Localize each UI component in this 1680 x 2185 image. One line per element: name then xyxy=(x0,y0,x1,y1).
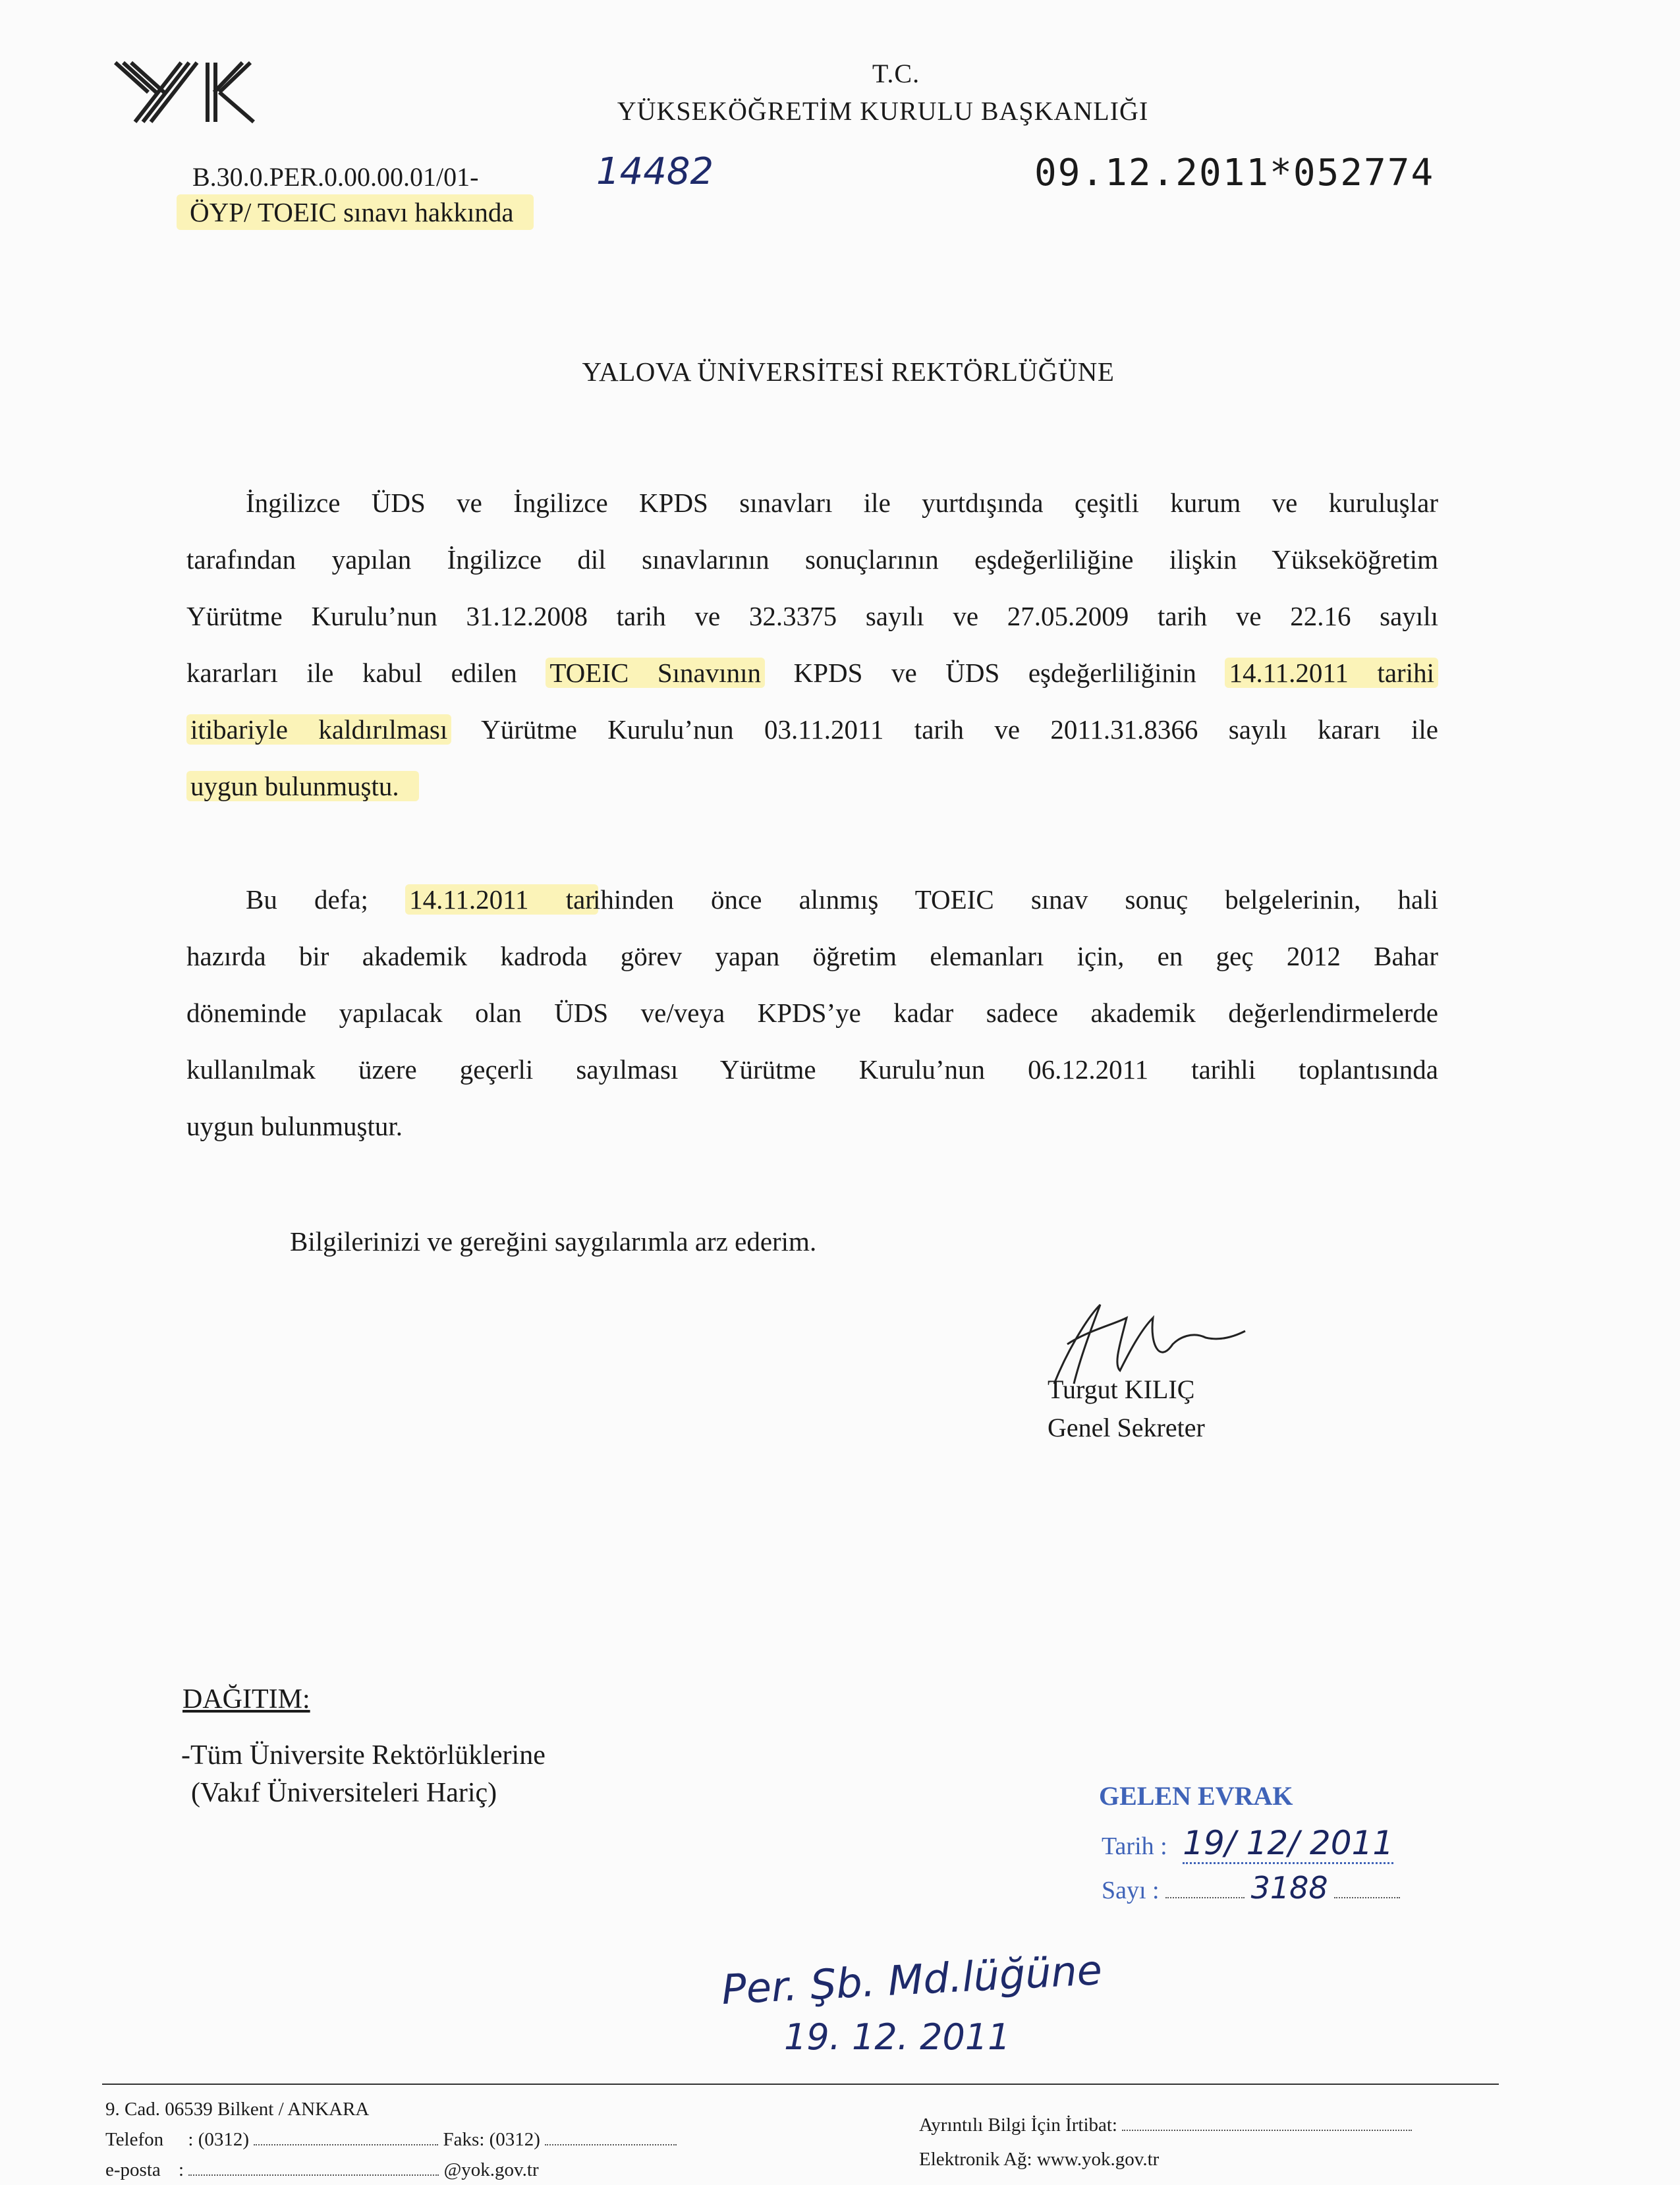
handwritten-note-line-2: 19. 12. 2011 xyxy=(784,2016,1011,2058)
incoming-stamp-date-label: Tarih : xyxy=(1102,1832,1167,1860)
p1-line-2: tarafından yapılan İngilizce dil sınavlarının sonuçlarının eşdeğerliliğine ilişkin Yükseköğretim xyxy=(186,544,1438,575)
p1-line-5 xyxy=(186,701,1438,758)
p2-line-1-c: ihinden önce alınmış TOEIC sınav sonuç belgelerinin, hali xyxy=(592,884,1438,915)
incoming-stamp-number-label: Sayı : xyxy=(1102,1877,1160,1904)
footer-fax-label: Faks: (0312) xyxy=(443,2129,540,2150)
p1-line-1: İngilizce ÜDS ve İngilizce KPDS sınavları ile yurtdışında çeşitli kurum ve kuruluşlar xyxy=(246,488,1438,518)
p2-line-1-a: Bu defa; xyxy=(246,884,368,915)
paragraph-1 xyxy=(186,474,1438,814)
p2-line-2: hazırda bir akademik kadroda görev yapan öğretim elemanları için, en geç 2012 Bahar xyxy=(186,941,1438,971)
subject-text: ÖYP/ TOEIC sınavı hakkında xyxy=(177,194,534,230)
subject-line xyxy=(177,196,534,228)
footer-right xyxy=(919,2110,1499,2174)
p2-line-3: döneminde yapılacak olan ÜDS ve/veya KPDS’ye kadar sadece akademik değerlendirmelerde xyxy=(186,998,1438,1028)
distribution-heading: DAĞITIM: xyxy=(182,1684,310,1715)
closing-sentence: Bilgilerinizi ve gereğini saygılarımla arz ederim. xyxy=(290,1226,817,1257)
footer-divider xyxy=(102,2084,1499,2085)
footer-contact xyxy=(919,2110,1499,2140)
distribution-line-1: -Tüm Üniversite Rektörlüklerine xyxy=(181,1740,546,1771)
footer-email-label: e-posta xyxy=(105,2159,161,2180)
footer-left xyxy=(105,2094,764,2185)
footer-address: 9. Cad. 06539 Bilkent / ANKARA xyxy=(105,2099,370,2120)
p2-highlight-date: 14.11.2011 tar xyxy=(405,884,598,915)
date-stamp: 09.12.2011*052774 xyxy=(1034,152,1435,194)
header-tc: T.C. xyxy=(872,59,920,88)
paragraph-2 xyxy=(186,871,1438,1154)
p1-line-4-c: KPDS ve ÜDS eşdeğerliliğinin xyxy=(793,658,1196,688)
header-org: YÜKSEKÖĞRETİM KURULU BAŞKANLIĞI xyxy=(617,96,1149,126)
reference-number: B.30.0.PER.0.00.00.01/01- xyxy=(192,162,479,192)
incoming-stamp-date xyxy=(1102,1824,1393,1862)
incoming-stamp-title: GELEN EVRAK xyxy=(1099,1781,1293,1811)
p1-highlight-toeic: TOEIC Sınavının xyxy=(546,658,765,688)
addressee: YALOVA ÜNİVERSİTESİ REKTÖRLÜĞÜNE xyxy=(582,356,1115,387)
footer-phone-label: Telefon xyxy=(105,2129,164,2150)
footer-phone-value: : (0312) xyxy=(188,2129,250,2150)
footer-email: e-posta : @yok.gov.tr xyxy=(105,2159,539,2180)
p2-line-1 xyxy=(186,871,1438,928)
footer-phone-fax xyxy=(105,2124,764,2155)
handwritten-note-line-1: Per. Şb. Md.lüğüne xyxy=(720,1945,1104,2014)
p1-highlight-approved: uygun bulunmuştu. xyxy=(186,771,419,801)
p1-line-6 xyxy=(186,758,1438,814)
p1-highlight-removal: itibariyle kaldırılması xyxy=(186,714,451,745)
incoming-stamp-number-value: 3188 xyxy=(1250,1870,1328,1906)
p1-line-4 xyxy=(186,644,1438,701)
footer-contact-label: Ayrıntılı Bilgi İçin İrtibat: xyxy=(919,2114,1117,2136)
incoming-stamp-number xyxy=(1102,1870,1400,1906)
p1-line-3: Yürütme Kurulu’nun 31.12.2008 tarih ve 32.3375 sayılı ve 27.05.2009 tarih ve 22.16 sayılı xyxy=(186,601,1438,631)
distribution-line-2: (Vakıf Üniversiteleri Hariç) xyxy=(191,1778,497,1808)
signatory-name: Turgut KILIÇ xyxy=(1048,1375,1195,1404)
p2-line-4: kullanılmak üzere geçerli sayılması Yürütme Kurulu’nun 06.12.2011 tarihli toplantısında xyxy=(186,1054,1438,1085)
signatory-title: Genel Sekreter xyxy=(1048,1413,1205,1442)
footer-email-value: @yok.gov.tr xyxy=(443,2159,539,2180)
p2-line-5: uygun bulunmuştur. xyxy=(186,1111,403,1141)
p1-line-5-b: Yürütme Kurulu’nun 03.11.2011 tarih ve 2011.31.8366 sayılı kararı ile xyxy=(481,714,1438,745)
footer-network: Elektronik Ağ: www.yok.gov.tr xyxy=(919,2149,1160,2170)
incoming-stamp-date-value: 19/ 12/ 2011 xyxy=(1183,1824,1393,1864)
p1-line-4-a: kararları ile kabul edilen xyxy=(186,658,517,688)
handwritten-reference: 14482 xyxy=(596,150,714,193)
p1-highlight-date: 14.11.2011 tarihi xyxy=(1225,658,1438,688)
